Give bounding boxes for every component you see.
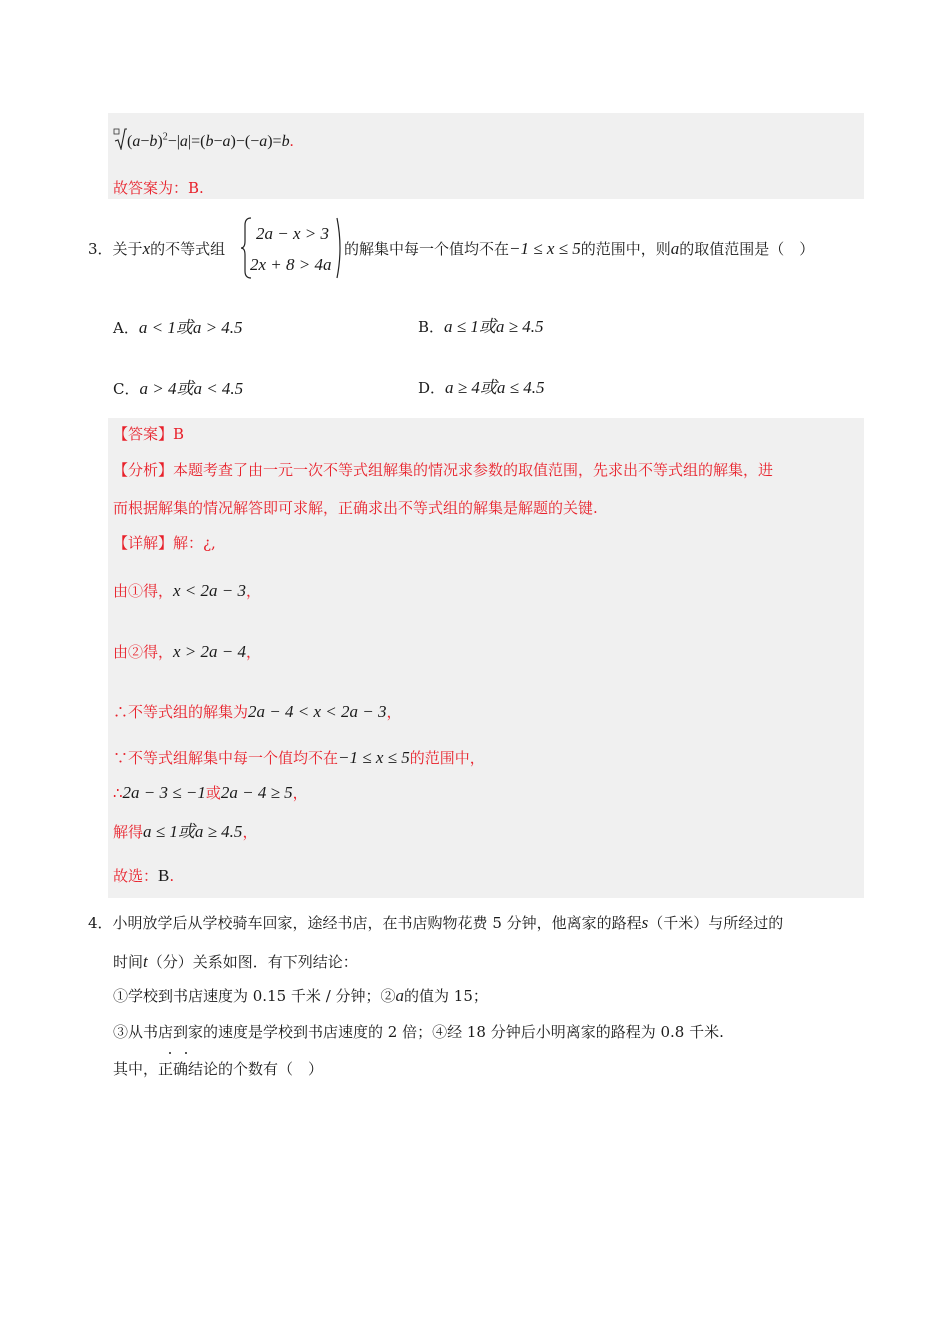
q4-number: 4． [88,914,113,932]
step-text: . [169,867,175,885]
q3-step-1 [113,580,261,601]
q3-final-choice [113,865,174,886]
step-text: ∵不等式组解集中每一个值均不在 [113,749,339,767]
step-text: ∴ [113,784,123,802]
option-c[interactable] [113,374,243,399]
q3-step-4 [113,747,485,768]
formula-text: )= [267,133,282,150]
step-text: 由②得， [113,643,174,661]
step-text: ∴不等式组的解集为 [113,703,249,721]
step-text: ， [292,784,308,802]
option-label: C． [113,380,140,398]
option-text: a ≤ 1或a ≥ 4.5 [444,317,544,336]
prev-conclusion: 故答案为：B. [113,179,204,197]
q4-text: 时间 [113,953,144,971]
q3-stem [88,238,225,259]
radical-symbol [113,128,127,150]
step-text: 的范围中， [409,749,485,767]
step-text: ， [246,643,262,661]
q3-step-3 [113,701,401,722]
q3-analysis-line-1: 【分析】本题考查了由一元一次不等式组解集的情况求参数的取值范围，先求出不等式组的解集，进 [113,461,774,479]
q3-step-2 [113,641,261,662]
q3-number: 3． [88,240,113,258]
q3-var-a: a [670,239,680,258]
formula-var-b: b [149,133,158,150]
q4-line-2 [113,951,358,972]
formula-period: . [289,133,294,150]
q3-stem-text: 的范围中，则 [580,240,671,258]
option-label: B． [418,318,445,336]
q3-var-x: x [142,239,151,258]
option-b[interactable] [418,312,543,337]
step-math: 2a − 4 < x < 2a − 3 [248,702,387,721]
option-a[interactable] [113,313,243,338]
option-text: a ≥ 4或a ≤ 4.5 [445,378,545,397]
formula-var-a: a [222,133,231,150]
option-label: D． [418,379,446,397]
step-text: ， [386,703,402,721]
formula-var-a: a [179,133,188,150]
formula-text: − [140,133,150,150]
q4-line-1 [88,912,783,933]
formula-text: −| [167,133,180,150]
step-math: 2a − 3 ≤ −1 [122,783,206,802]
step-text: 由①得， [113,582,174,600]
system-right-paren [336,217,344,279]
step-math: x < 2a − 3 [173,581,247,600]
formula-text: |=( [187,133,206,150]
step-math: −1 ≤ x ≤ 5 [338,748,410,767]
q3-stem-text: 的不等式组 [150,240,226,258]
step-math: x > 2a − 4 [173,642,247,661]
option-d[interactable] [418,373,544,398]
option-label: A． [113,319,139,337]
q3-stem-text: 的解集中每一个值均不在 [344,240,510,258]
q3-detail [113,532,216,553]
q4-text: 的值为 15； [404,987,488,1005]
q4-text: 小明放学后从学校骑车回家，途经书店，在书店购物花费 5 分钟，他离家的路程 [112,914,642,932]
formula-var-b: b [281,133,290,150]
emphasis-dot [185,1052,187,1054]
step-text: ， [246,582,262,600]
option-text: a > 4或a < 4.5 [139,379,244,398]
q4-text: （千米）与所经过的 [648,914,784,932]
system-inequality-2: 2x + 8 > 4a [250,255,332,274]
q4-var-a: a [395,986,405,1005]
q3-stem-text: 的取值范围是（ ） [679,240,815,258]
formula-var-a: a [259,133,268,150]
formula-text: ) [157,133,163,150]
system-inequality-1: 2a − x > 3 [256,224,329,243]
q4-line-3 [113,985,488,1006]
q3-step-6 [113,817,257,842]
formula-text: )−(− [230,133,260,150]
q3-step-5 [113,782,308,803]
final-choice-letter: B [158,866,170,885]
q4-var-s: s [641,913,649,932]
prev-solution-block [108,113,864,199]
q3-answer: 【答案】B [113,425,185,443]
detail-text: 解：¿, [173,534,216,552]
formula-text: − [213,133,223,150]
detail-tag: 【详解】 [113,534,174,552]
formula-var-b: b [205,133,214,150]
q3-stem-continued [344,238,814,259]
q4-text: （分）关系如图．有下列结论： [147,953,358,971]
step-math: a ≤ 1或a ≥ 4.5 [143,822,243,841]
step-text: 解得 [113,823,144,841]
q3-analysis-line-2: 而根据解集的情况解答即可求解，正确求出不等式组的解集是解题的关键. [113,499,598,517]
formula-var-a: a [132,133,141,150]
q3-range: −1 ≤ x ≤ 5 [509,239,581,258]
option-text: a < 1或a > 4.5 [138,318,243,337]
formula-exponent: 2 [162,131,168,143]
formula-text: ( [127,133,133,150]
q4-text: ①学校到书店速度为 0.15 千米 / 分钟；② [113,987,396,1005]
prev-formula [113,128,294,151]
emphasis-dot [169,1052,171,1054]
q4-var-t: t [143,952,148,971]
q3-stem-text: 关于 [112,240,143,258]
step-text: ， [242,823,258,841]
step-text: 故选： [113,867,159,885]
step-math: 2a − 4 ≥ 5 [220,783,293,802]
step-text: 或 [205,784,221,802]
q4-line-4: ③从书店到家的速度是学校到书店速度的 2 倍；④经 18 分钟后小明离家的路程为 0.8 千米. [113,1023,724,1041]
q4-line-5: 其中，正确结论的个数有（ ） [113,1060,324,1078]
